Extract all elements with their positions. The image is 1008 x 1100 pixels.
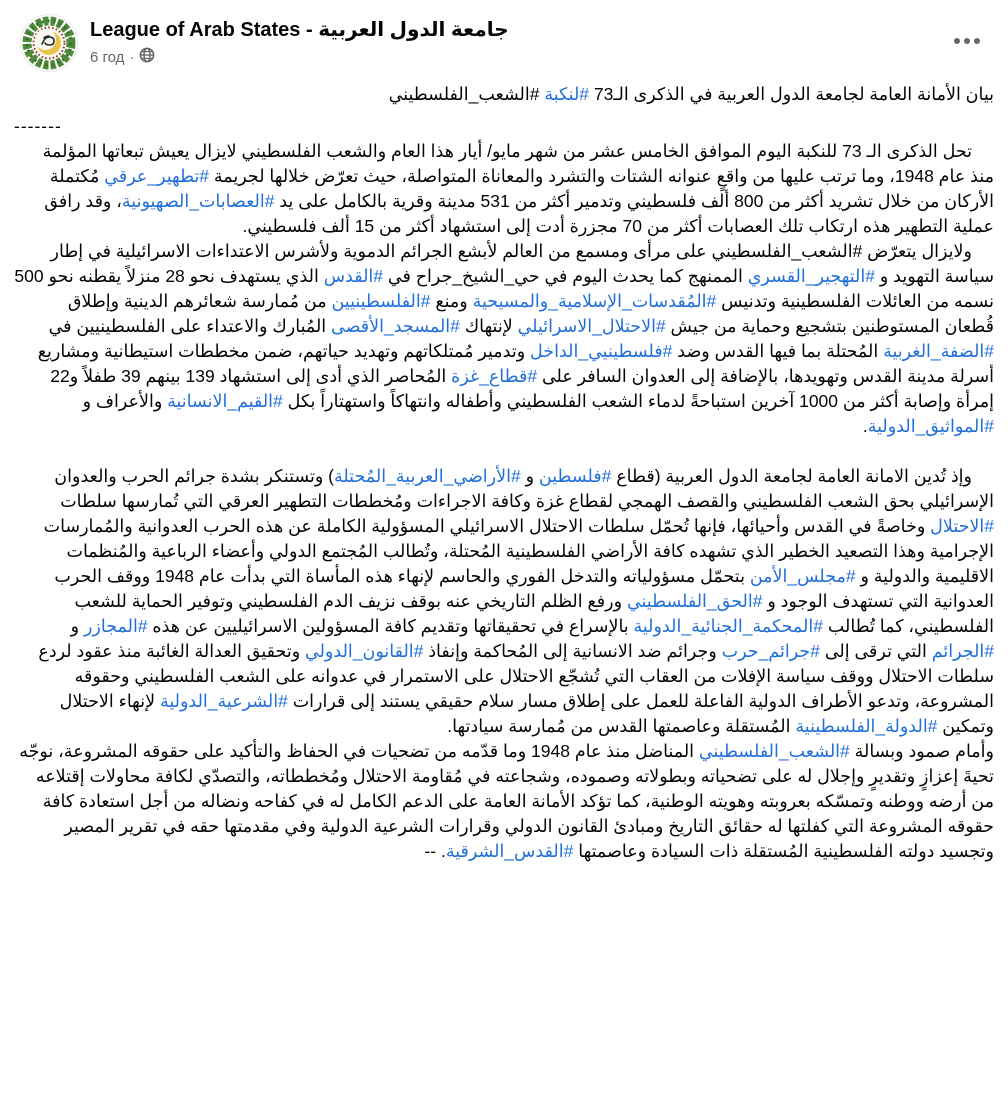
post-text-segment: وتدمير مُمتلكاتهم وتهديد حياتهم، ضمن مخططات استيطانية ومشاريع أسرلة مدينة القدس وتهويدها، بالإضافة إلى العدوان السافر على bbox=[37, 341, 994, 386]
meta-separator: · bbox=[129, 48, 135, 66]
league-of-arab-states-logo-icon bbox=[20, 14, 78, 72]
hashtag-link[interactable]: #تطهير_عرقي bbox=[104, 166, 210, 186]
post-text-segment: تحل الذكرى الـ 73 للنكبة اليوم الموافق الخامس عشر من شهر مايو/ أيار هذا العام والشعب الفلسطيني لايزال يعيش تبعاتها المؤلمة منذ عام 1948، وما ترتب عليها من واقعٍ عنوانه الشتات والتشرد والمعاناة المتواصلة، حيث تعرّض خلالها لجريمة bbox=[42, 141, 994, 186]
hashtag-link[interactable]: #العصابات_الصهيونية bbox=[121, 191, 275, 211]
globe-icon bbox=[139, 47, 155, 68]
more-options-button[interactable] bbox=[948, 32, 986, 50]
post-text-segment: وإذ تُدين الامانة العامة لجامعة الدول العربية (قطاع bbox=[611, 466, 972, 486]
post-text-segment: المُحتلة بما فيها القدس وضد bbox=[672, 341, 884, 361]
post-paragraph bbox=[14, 114, 994, 139]
post-text-segment: بتحمّل مسؤولياته والتدخل الفوري والحاسم لإنهاء هذه المأساة التي بدأت عام 1948 ووقف الحرب العدوانية التي تستهدف الوجود و bbox=[54, 566, 994, 611]
post-text-segment: ------- bbox=[14, 116, 62, 136]
hashtag-link[interactable]: #مجلس_الأمن bbox=[749, 566, 856, 586]
ellipsis-icon bbox=[954, 38, 960, 44]
hashtag-link[interactable]: #المواثيق_الدولية bbox=[867, 416, 994, 436]
hashtag-link[interactable]: #الحق_الفلسطيني bbox=[626, 591, 763, 611]
hashtag-link[interactable]: #لنكبة bbox=[544, 84, 590, 104]
hashtag-link[interactable]: #الدولة_الفلسطينية bbox=[795, 716, 938, 736]
post-text-segment: وتحقيق العدالة الغائبة منذ عقود لردع سلطات الاحتلال ووقف سياسة الإفلات من العقاب التي تُشجّع الاحتلال على الاستمرار في عدوانه على الشعب الفلسطيني وحقوقه المشروعة، وتدعو الأطراف الدولية الفاعلة للعمل على إطلاق مسار سلام حقيقي يستند إلى قرارات bbox=[38, 641, 994, 711]
post-text-segment: مُكتملة الأركان من خلال تشريد أكثر من 800 ألف فلسطيني وتدمير أكثر من 531 مدينة وقرية بالكامل على يد bbox=[49, 166, 994, 211]
post-text-segment: ومنع bbox=[430, 291, 473, 311]
header-info bbox=[90, 14, 509, 68]
hashtag-link[interactable]: #المحكمة_الجنائية_الدولية bbox=[633, 616, 823, 636]
hashtag-link[interactable]: #القدس_الشرقية bbox=[445, 841, 574, 861]
hashtag-link[interactable]: #المُقدسات_الإسلامية_والمسيحية bbox=[472, 291, 717, 311]
post-paragraph bbox=[14, 82, 994, 107]
post-text bbox=[0, 74, 1008, 876]
post-text-segment: المناضل منذ عام 1948 وما قدّمه من تضحيات في الحفاظ والتأكيد على حقوقه المشروعة، نوجّه تحيةَ إعزازٍ وتقديرٍ وإجلال له على تضحياته وبطولاته وصموده، وشجاعته في مُقاومة الاحتلال ومُخططاته، والتصدّي لكافة محاولات إقتلاعه من أرضه ووطنه وتمسّكه بعروبته وهويته الوطنية، كما تؤكد الأمانة العامة على الدعم الكامل له في كفاحه ونضاله من أجل استعادة كافة حقوقه المشروعة التي كفلتها له حقائق التاريخ ومبادئ القانون الدولي وقرارات الشرعية الدولية وفي مقدمتها حقه في تقرير المصير وتجسيد دولته الفلسطينية المُستقلة ذات السيادة وعاصمتها bbox=[19, 741, 994, 861]
hashtag-link[interactable]: #الشرعية_الدولية bbox=[159, 691, 288, 711]
post-text-segment: . bbox=[862, 416, 868, 436]
hashtag-link[interactable]: #القيم_الانسانية bbox=[167, 391, 283, 411]
hashtag-link[interactable]: #قطاع_غزة bbox=[451, 366, 538, 386]
hashtag-link[interactable]: #فلسطينيي_الداخل bbox=[530, 341, 673, 361]
hashtag-link[interactable]: #الضفة_الغربية bbox=[883, 341, 994, 361]
ellipsis-icon bbox=[974, 38, 980, 44]
hashtag-link[interactable]: #الاحتلال bbox=[930, 516, 994, 536]
post-text-segment: بيان الأمانة العامة لجامعة الدول العربية في الذكرى الـ73 bbox=[589, 84, 994, 104]
hashtag-link[interactable]: #الجرائم bbox=[931, 641, 994, 661]
avatar[interactable] bbox=[20, 14, 78, 72]
post-text-segment: و bbox=[520, 466, 539, 486]
timestamp-link[interactable]: 6 год bbox=[90, 48, 125, 66]
post-text-segment: وخاصةً في القدس وأحيائها، فإنها تُحمّل سلطات الاحتلال الاسرائيلي المسؤولية الكاملة عن هذه الحرب العدوانية والمُمارسات الإجرامية وهذا التصعيد الخطير الذي تشهده كافة الأراضي الفلسطينية المُحتلة، وتُطالب المُجتمع الدولي وأعضاء الرباعية والمُنظمات الاقليمية والدولية و bbox=[43, 516, 994, 586]
post-text-segment: الذي يستهدف نحو 28 منزلاً يقطنه نحو 500 نسمه من العائلات الفلسطينية وتدنيس bbox=[14, 266, 994, 311]
post-text-segment: ولايزال يتعرّض #الشعب_الفلسطيني على مرأى ومسمع من العالم لأبشع الجرائم الدموية ولأشرس الاعتداءات الاسرائيلية في إطار سياسة التهويد و bbox=[50, 241, 994, 286]
ellipsis-icon bbox=[964, 38, 970, 44]
hashtag-link[interactable]: #جرائم_حرب bbox=[721, 641, 820, 661]
post-text-segment: المُستقلة وعاصمتها القدس من مُمارسة سيادتها. bbox=[447, 716, 796, 736]
post-text-segment: لإنتهاك bbox=[459, 316, 518, 336]
post-text-segment: التي ترقى إلى bbox=[819, 641, 932, 661]
hashtag-link[interactable]: #التهجير_القسري bbox=[747, 266, 875, 286]
hashtag-link[interactable]: #المسجد_الأقصى bbox=[331, 316, 460, 336]
post-text-segment: المُبارك والاعتداء على الفلسطينيين في bbox=[48, 316, 332, 336]
post-text-segment: ، وقد رافق عملية التطهير هذه ارتكاب تلك العصابات أكثر من 70 مجزرة أدت إلى استشهاد أكثر من 15 ألف فلسطيني. bbox=[44, 191, 994, 236]
post-header bbox=[0, 0, 1008, 74]
post-text-segment: وأمام صمود وبسالة bbox=[849, 741, 994, 761]
post-text-segment: بالإسراع في تحقيقاتها وتقديم كافة المسؤولين الاسرائيليين عن هذه bbox=[147, 616, 634, 636]
post-text-segment: ورفع الظلم التاريخي عنه بوقف نزيف الدم الفلسطيني وتوفير الحماية للشعب الفلسطيني، كما تُطالب bbox=[74, 591, 994, 636]
post-text-segment: والأعراف و bbox=[82, 391, 168, 411]
post-text-segment: ) وتستنكر بشدة جرائم الحرب والعدوان الإسرائيلي بحق الشعب الفلسطيني والقصف الهمجي لقطاع غزة وكافة الاجراءات ومُخططات التطهير العرقي التي تُمارسها سلطات bbox=[54, 466, 994, 511]
post-paragraph bbox=[14, 464, 994, 739]
post-paragraph bbox=[14, 739, 994, 864]
post-meta bbox=[90, 47, 509, 68]
hashtag-link[interactable]: #فلسطين bbox=[538, 466, 612, 486]
hashtag-link[interactable]: #الأراضي_العربية_المُحتلة bbox=[334, 466, 521, 486]
hashtag-link[interactable]: #المجازر bbox=[83, 616, 148, 636]
hashtag-link[interactable]: #الشعب_الفلسطيني bbox=[698, 741, 850, 761]
hashtag-link[interactable]: #القدس bbox=[323, 266, 384, 286]
post-text-segment: . -- bbox=[424, 841, 446, 861]
hashtag-link[interactable]: #الاحتلال_الاسرائيلي bbox=[517, 316, 666, 336]
page-name-link[interactable]: League of Arab States - جامعة الدول العربية bbox=[90, 19, 509, 41]
hashtag-link[interactable]: #القانون_الدولي bbox=[305, 641, 424, 661]
post-text-segment: لإنهاء الاحتلال وتمكين bbox=[59, 691, 994, 736]
post-text-segment: و bbox=[70, 616, 84, 636]
post-text-segment: الممنهج كما يحدث اليوم في حي_الشيخ_جراح في bbox=[383, 266, 748, 286]
post-paragraph bbox=[14, 139, 994, 239]
post-text-segment: #الشعب_الفلسطيني bbox=[388, 84, 545, 104]
hashtag-link[interactable]: #الفلسطينيين bbox=[331, 291, 431, 311]
post-text-segment: من مُمارسة شعائرهم الدينية وإطلاق قُطعان المستوطنين بتشجيع وحماية من جيش bbox=[67, 291, 994, 336]
post-text-segment: المُحاصر الذي أدى إلى استشهاد 139 بينهم 39 طفلاً و22 إمرأة وإصابة أكثر من 1000 آخرين استباحةً لدماء الشعب الفلسطيني وأطفاله وانتهاكاً واستهتاراً بكل bbox=[50, 366, 994, 411]
post-paragraph bbox=[14, 239, 994, 439]
post-text-segment: وجرائم ضد الانسانية إلى المُحاكمة وإنفاذ bbox=[423, 641, 722, 661]
